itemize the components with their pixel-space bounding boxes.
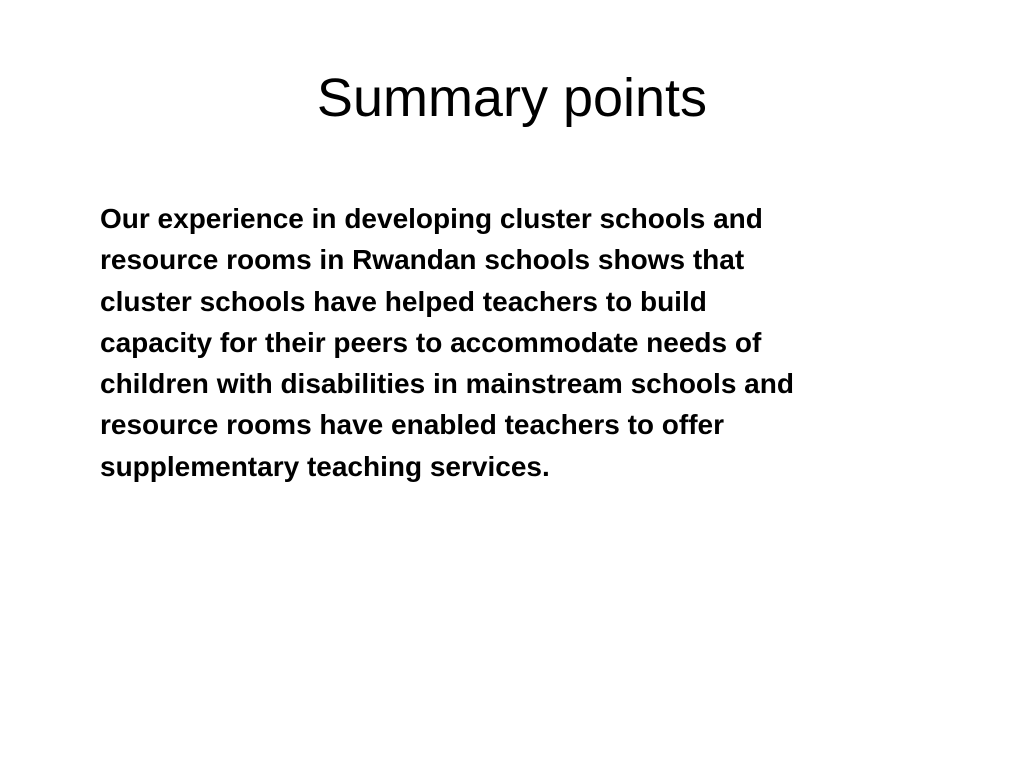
- slide-body-text: [100, 198, 980, 487]
- body-line: cluster schools have helped teachers to build: [100, 285, 707, 317]
- body-line: resource rooms in Rwandan schools shows that: [100, 244, 745, 276]
- body-line: children with disabilities in mainstream schools and: [100, 368, 794, 400]
- body-line: resource rooms have enabled teachers to offer: [100, 409, 724, 441]
- body-line: Our experience in developing cluster schools and: [100, 203, 763, 234]
- body-line: supplementary teaching services.: [100, 450, 550, 482]
- body-line: capacity for their peers to accommodate needs of: [100, 326, 762, 358]
- slide-title: Summary points: [316, 68, 708, 128]
